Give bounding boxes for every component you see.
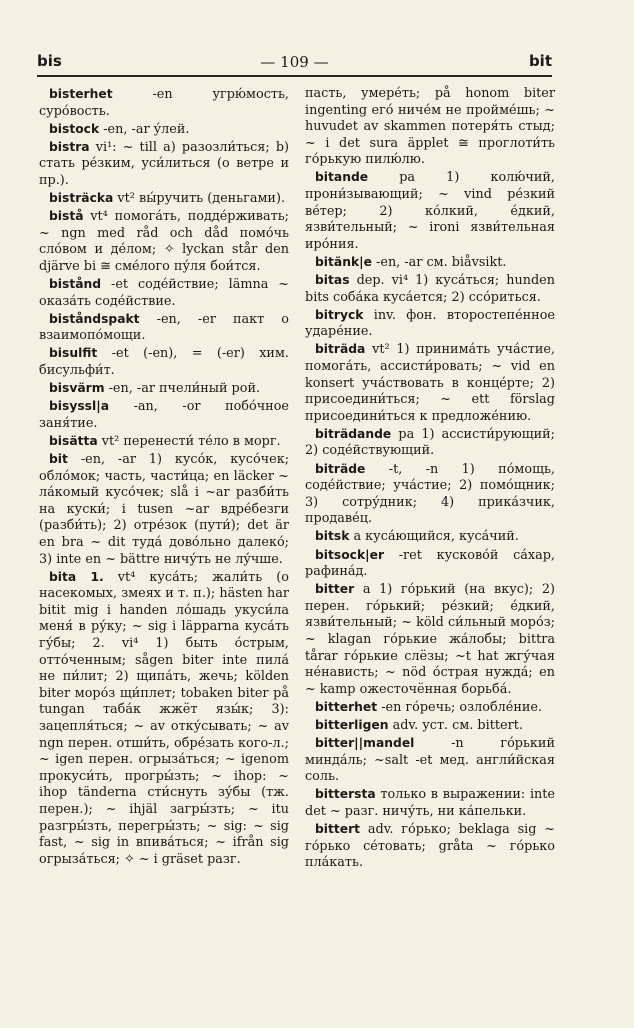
- dictionary-entry: [305, 426, 555, 460]
- dictionary-entry: [39, 121, 289, 139]
- headword: bittersta: [315, 787, 376, 802]
- dictionary-entry: [305, 786, 555, 820]
- bottom-margin: [0, 918, 634, 1028]
- dictionary-entry: [305, 272, 555, 306]
- definition: vt² перенести́ те́ло в морг.: [101, 433, 281, 449]
- headword: bitande: [315, 170, 369, 185]
- dictionary-entry: [39, 433, 289, 451]
- definition: -et (-en), = (-er) хим. бисульфи́т.: [39, 346, 289, 378]
- headword: bistå: [49, 209, 84, 224]
- dictionary-entry: [305, 461, 555, 528]
- definition: -en, -ar у́лей.: [103, 121, 190, 137]
- definition: adv. го́рько; beklaga sig ~ го́рько се́товать; gråta ~ го́рько пла́кать.: [305, 822, 555, 871]
- definition: vt⁴ куса́ть; жали́ть (о насекомых, змеях и т. п.); hästen har bitit mig i handen ло́шадь укуси́ла меня́ в ру́ку; ~ sig i läpparna куса́ть гу́бы; 2. vi⁴ 1) быть о́стрым, отто́ченным; sågen biter inte пила́ не пи́лит; 2) щипа́ть, жечь; kölden biter моро́з щи́плет; tobaken biter på tungan таба́к жжёт язы́к; 3): зацепля́ться; ~ av отку́сывать; ~ av ngn перен. отши́ть, обре́зать кого-л.; ~ igen перен. огрыза́ться; ~ igenom прокуси́ть, прогры́зть; ~ ihop: ~ ihop tänderna сти́снуть зу́бы (тж. перен.); ~ ihjäl загры́зть; ~ itu разгры́зть, перегры́зть; ~ sig: ~ sig fast, ~ sig in впива́ться; ~ ifrån sig огрыза́ться; ✧ ~ i gräset разг.: [39, 569, 289, 867]
- definition: -en угрю́мость, суро́вость.: [39, 87, 289, 119]
- definition: -et соде́йствие; lämna ~ оказа́ть соде́йствие.: [39, 277, 289, 309]
- dictionary-entry: [305, 528, 555, 546]
- headword: bitter: [315, 582, 355, 597]
- dictionary-entry: [305, 735, 555, 786]
- headword: bitänk|e: [315, 254, 372, 269]
- headword: bitterhet: [315, 699, 378, 714]
- dictionary-entry: [305, 169, 555, 253]
- page-number: — 109 —: [260, 53, 329, 71]
- dictionary-entry: [305, 307, 555, 341]
- definition: inv. фон. второстепе́нное ударе́ние.: [305, 307, 555, 340]
- definition: pa 1) ассисти́рующий; 2) соде́йствующий.: [305, 426, 555, 459]
- definition: -ret кусково́й са́хар, рафина́д.: [305, 547, 556, 580]
- header-rule: [37, 75, 552, 77]
- definition: vt² 1) принима́ть уча́стие, помога́ть, ассисти́ровать; ~ vid en konsert уча́ствовать в конце́рте; 2) присоедини́ться; ~ ett förslag присоедини́ться к предложе́нию.: [305, 342, 555, 424]
- dictionary-entry: [305, 341, 555, 425]
- dictionary-entry: [39, 311, 289, 345]
- headword: bisulfit: [49, 346, 98, 361]
- definition: -an, -or побо́чное заня́тие.: [39, 399, 289, 431]
- headword: bitter||mandel: [315, 736, 415, 751]
- definition: vt² вы́ручить (деньгами).: [117, 191, 286, 207]
- header-left-guide-word: bis: [37, 52, 62, 70]
- headword: bisvärm: [49, 381, 105, 396]
- dictionary-entry: [39, 569, 289, 869]
- headword: bistånd: [49, 277, 102, 292]
- definition: -en го́речь; озлобле́ние.: [381, 699, 543, 715]
- definition: a куса́ющийся, куса́чий.: [353, 529, 519, 545]
- headword: bitterligen: [315, 717, 389, 732]
- page-header: [37, 52, 552, 72]
- dictionary-entry: [39, 208, 289, 275]
- dictionary-entry: [305, 581, 555, 698]
- dictionary-entry: [305, 86, 555, 169]
- headword: biträda: [315, 342, 366, 357]
- header-right-guide-word: bit: [528, 52, 552, 70]
- definition: -en, -ar пчели́ный рой.: [108, 381, 261, 397]
- definition: pa 1) колю́чий, прони́зывающий; ~ vind ре́зкий ве́тер; 2) ко́лкий, е́дкий, язви́тельный; ~ ironi язви́тельная иро́ния.: [305, 170, 555, 252]
- definition: a 1) го́рький (на вкус); 2) перен. го́рький; ре́зкий; е́дкий, язви́тельный; ~ köld си́льный моро́з; ~ klagan го́рькие жа́лобы; bittra tårar го́рькие слёзы; ~t hat жгу́чая не́нависть; ~ nöd о́страя нужда́; en ~ kamp ожесточённая борьба́.: [305, 582, 555, 697]
- headword: bitsock|er: [315, 547, 385, 562]
- headword: bitsk: [315, 529, 350, 544]
- dictionary-entry: [305, 254, 555, 272]
- headword: bitas: [315, 273, 350, 288]
- dictionary-entry: [39, 190, 289, 208]
- definition: -en, -ar см. biåvsikt.: [376, 254, 507, 270]
- dictionary-entry: [39, 451, 289, 568]
- definition: vt⁴ помога́ть, подде́рживать; ~ ngn med råd och dåd помо́чь сло́вом и де́лом; ✧ lyckan står den djärve bi ≅ сме́лого пу́ля бои́тся.: [39, 209, 289, 274]
- definition: adv. уст. см. bittert.: [392, 717, 523, 733]
- headword: bit: [49, 451, 68, 466]
- headword: bita 1.: [49, 569, 104, 584]
- definition: dep. vi⁴ 1) куса́ться; hunden bits соба́ка куса́ется; 2) ссо́риться.: [305, 273, 555, 305]
- headword: biträde: [315, 461, 366, 476]
- definition: -en, -er пакт о взаимопо́мощи.: [39, 311, 289, 344]
- dictionary-entry: [39, 276, 289, 310]
- dictionary-entry: [305, 699, 555, 717]
- headword: bitryck: [315, 307, 364, 322]
- dictionary-entry: [39, 380, 289, 398]
- right-column: [305, 86, 555, 872]
- definition: vi¹: ~ till a) разозли́ться; b) стать ре́зким, уси́литься (о ветре и пр.).: [39, 139, 289, 188]
- dictionary-entry: [305, 717, 555, 735]
- headword: bisyssl|a: [49, 399, 109, 414]
- headword: bistra: [49, 139, 90, 154]
- definition: -en, -ar 1) кусо́к, кусо́чек; обло́мок; часть, части́ца; en läcker ~ ла́комый кусо́чек; slå i ~ar разби́ть на куски́; i tusen ~ar вдре́безги (разби́ть); 2) отре́зок (пути́); det är en bra ~ dit туда́ дово́льно далеко́; 3) inte en ~ bättre ничу́ть не лу́чше.: [39, 451, 290, 567]
- dictionary-entry: [39, 86, 289, 120]
- headword: bittert: [315, 822, 361, 837]
- headword: bisträcka: [49, 191, 114, 206]
- definition: -t, -n 1) по́мощь, соде́йствие; уча́стие; 2) помо́щник; 3) сотру́дник; 4) прика́зчик, продаве́ц.: [305, 461, 555, 527]
- headword: bistock: [49, 121, 100, 136]
- headword: bisätta: [49, 433, 98, 448]
- dictionary-entry: [305, 547, 555, 581]
- dictionary-entry: [39, 345, 289, 379]
- left-column: [39, 86, 289, 869]
- definition: -n го́рький минда́ль; ~salt -et мед. англи́йская соль.: [305, 736, 555, 785]
- definition: пасть, умере́ть; på honom biter ingenting его́ ниче́м не пройме́шь; ~ huvudet av skammen потеря́ть стыд; ~ i det sura äpplet ≅ проглоти́ть го́рькую пилю́лю.: [305, 86, 555, 168]
- dictionary-entry: [305, 821, 555, 872]
- headword: bisterhet: [49, 87, 113, 101]
- dictionary-entry: [39, 139, 289, 190]
- headword: biträdande: [315, 426, 392, 441]
- dictionary-entry: [39, 398, 289, 432]
- headword: biståndspakt: [49, 311, 140, 326]
- definition: только в выражении: inte det ~ разг. ничу́ть, ни ка́пельки.: [305, 787, 555, 819]
